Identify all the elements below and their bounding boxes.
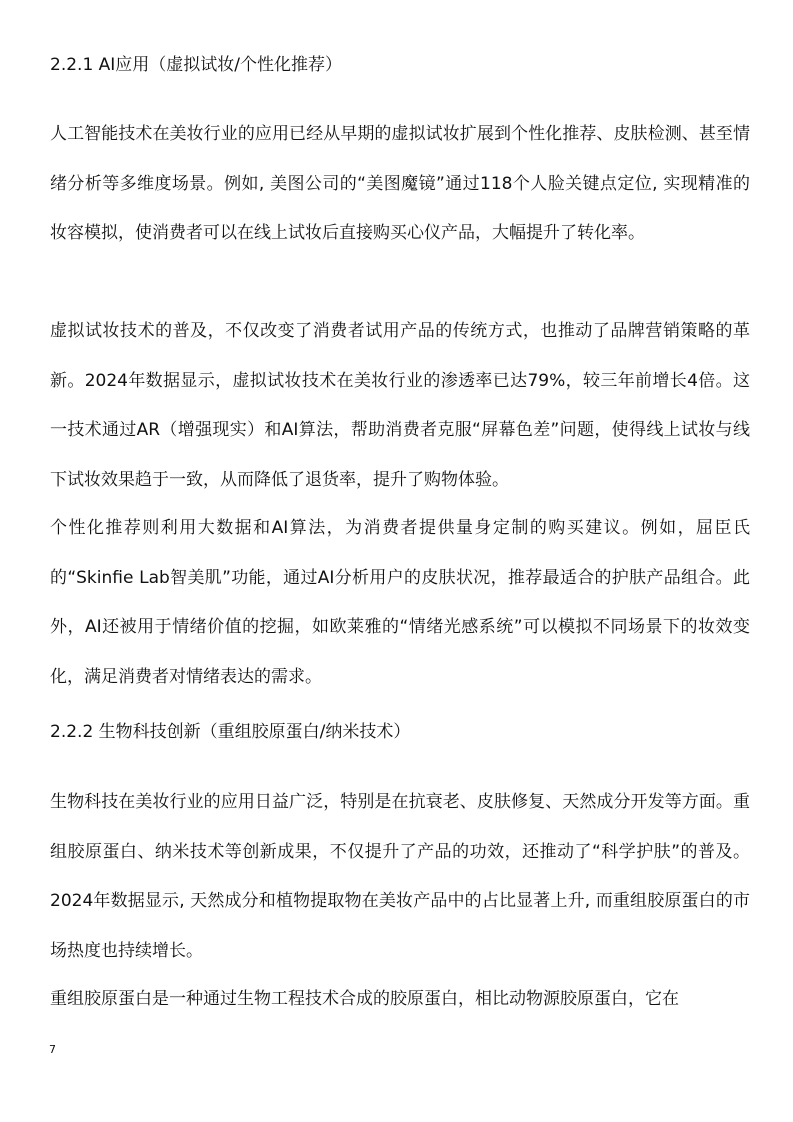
page-number: 7: [49, 1043, 56, 1056]
paragraph-virtual-tryon: 虚拟试妆技术的普及，不仅改变了消费者试用产品的传统方式，也推动了品牌营销策略的革新。2024年数据显示，虚拟试妆技术在美妆行业的渗透率已达79%，较三年前增长4倍。这一技术通过AR（增强现实）和AI算法，帮助消费者克服“屏幕色差”问题，使得线上试妆与线下试妆效果趋于一致，从而降低了退货率，提升了购物体验。: [50, 321, 750, 490]
section-heading-biotech-innovation: 2.2.2 生物科技创新（重组胶原蛋白/纳米技术）: [50, 722, 411, 742]
paragraph-recombinant-collagen: 重组胶原蛋白是一种通过生物工程技术合成的胶原蛋白，相比动物源胶原蛋白，它在: [50, 989, 679, 1009]
paragraph-biotech-overview: 生物科技在美妆行业的应用日益广泛，特别是在抗衰老、皮肤修复、天然成分开发等方面。重组胶原蛋白、纳米技术等创新成果，不仅提升了产品的功效，还推动了“科学护肤”的普及。2024年数据显示, 天然成分和植物提取物在美妆产品中的占比显著上升, 而重组胶原蛋白的市场热度也持续增长。: [50, 792, 750, 961]
section-heading-ai-applications: 2.2.1 AI应用（虚拟试妆/个性化推荐）: [50, 55, 343, 75]
paragraph-ai-overview: 人工智能技术在美妆行业的应用已经从早期的虚拟试妆扩展到个性化推荐、皮肤检测、甚至情绪分析等多维度场景。例如, 美图公司的“美图魔镜”通过118个人脸关键点定位, 实现精准的妆容模拟，使消费者可以在线上试妆后直接购买心仪产品，大幅提升了转化率。: [50, 124, 750, 243]
paragraph-personalized-recommendation: 个性化推荐则利用大数据和AI算法，为消费者提供量身定制的购买建议。例如，屈臣氏的“Skinfie Lab智美肌”功能，通过AI分析用户的皮肤状况，推荐最适合的护肤产品组合。此外，AI还被用于情绪价值的挖掘，如欧莱雅的“情绪光感系统”可以模拟不同场景下的妆效变化，满足消费者对情绪表达的需求。: [50, 518, 750, 687]
